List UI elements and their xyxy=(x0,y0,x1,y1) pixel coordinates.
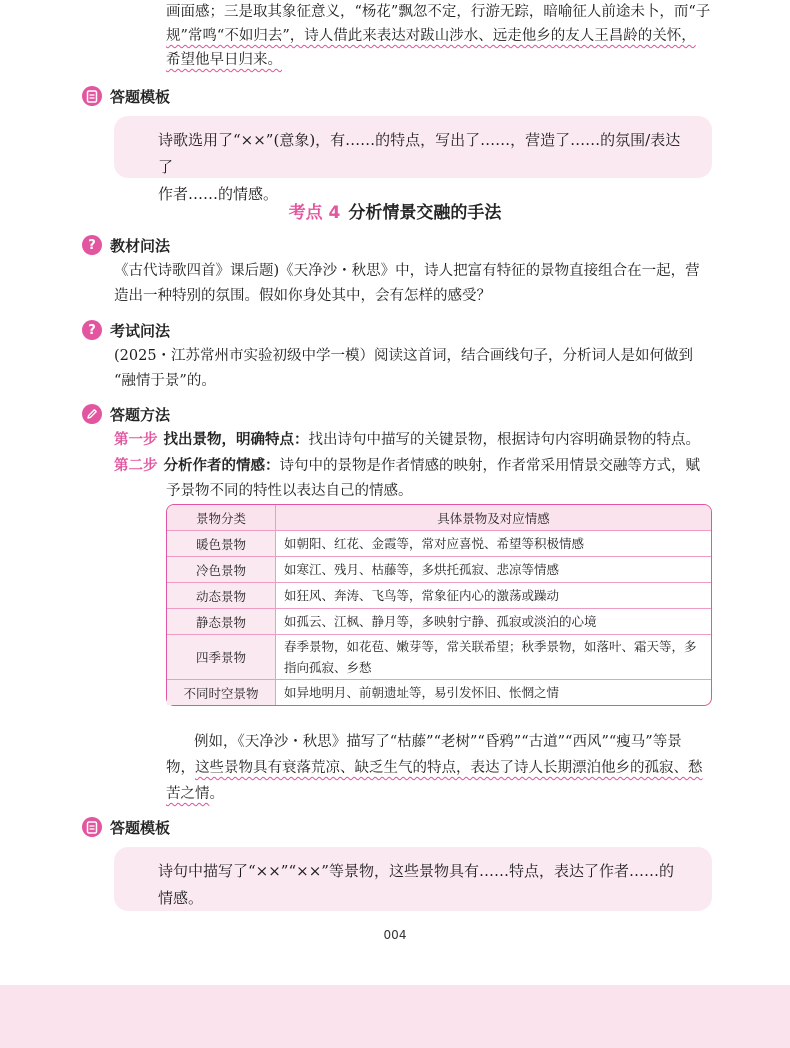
exam-line-1: (2025・江苏常州市实验初级中学一模）阅读这首词，结合画线句子，分析词人是如何做到 xyxy=(114,348,694,364)
table-cell-desc: 春季景物，如花苞、嫩芽等，常关联希望；秋季景物，如落叶、霜天等，多指向孤寂、乡愁 xyxy=(276,635,711,680)
intro-line-3: 希望他早日归来。 xyxy=(166,52,282,68)
intro-line-2: 规”常鸣“不如归去”，诗人借此来表达对跋山涉水、远走他乡的友人王昌龄的关怀， xyxy=(166,28,696,44)
table-row xyxy=(167,609,711,635)
example-line-3-end: 。 xyxy=(209,786,224,802)
table-cell-desc: 如异地明月、前朝遗址等，易引发怀旧、怅惘之情 xyxy=(284,685,560,700)
document-icon xyxy=(82,817,102,837)
table-cell-category: 静态景物 xyxy=(167,609,276,635)
step-1-text: 找出诗句中描写的关键景物，根据诗句内容明确景物的特点。 xyxy=(308,432,700,448)
table-header: 具体景物及对应情感 xyxy=(276,505,711,531)
intro-line-1: 画面感；三是取其象征意义，“杨花”飘忽不定，行游无踪，暗喻征人前途未卜，而“子 xyxy=(166,4,711,20)
pencil-icon xyxy=(82,404,102,424)
example-line-2-wavy: 这些景物具有衰落荒凉、缺乏生气的特点，表达了诗人长期漂泊他乡的孤寂、愁 xyxy=(195,760,703,776)
textbook-heading xyxy=(82,233,170,257)
table-row xyxy=(167,583,711,609)
section-title xyxy=(0,198,790,223)
table-row xyxy=(167,531,711,557)
textbook-text xyxy=(114,259,714,309)
template-line-1: 诗歌选用了“××”(意象)，有……的特点，写出了……，营造了……的氛围/表达了 xyxy=(158,131,681,176)
template-line-2: 情感。 xyxy=(158,889,204,907)
exam-text xyxy=(114,344,714,394)
textbook-heading-label: 教材问法 xyxy=(110,236,171,255)
table-row xyxy=(167,680,711,705)
template-line-2: 作者……的情感。 xyxy=(158,185,279,203)
scene-table xyxy=(166,504,712,706)
section-title-text: 分析情景交融的手法 xyxy=(348,203,502,223)
table-header-row xyxy=(167,505,711,531)
template-box-1 xyxy=(114,116,712,203)
step-1-tag: 第一步 xyxy=(114,432,158,448)
table-cell-desc: 如孤云、江枫、静月等，多映射宁静、孤寂或淡泊的心境 xyxy=(276,609,711,635)
exam-heading xyxy=(82,318,170,342)
table-header: 景物分类 xyxy=(167,505,276,531)
page-number: 004 xyxy=(383,928,407,942)
template-heading-label: 答题模板 xyxy=(110,87,171,106)
table-cell-category: 冷色景物 xyxy=(167,557,276,583)
template-heading-1 xyxy=(82,84,170,108)
document-icon xyxy=(82,86,102,106)
step-2-bold: 分析作者的情感： xyxy=(163,458,280,474)
template-heading-2 xyxy=(82,815,170,839)
template-line-1: 诗句中描写了“××”“××”等景物，这些景物具有……特点，表达了作者……的 xyxy=(158,862,674,880)
textbook-line-1: 《古代诗歌四首》课后题)《天净沙・秋思》中，诗人把富有特征的景物直接组合在一起，营 xyxy=(114,263,700,279)
example-line-1: 例如，《天净沙・秋思》描写了“枯藤”“老树”“昏鸦”“古道”“西风”“瘦马”等景 xyxy=(194,734,682,750)
step-2-line-2: 予景物不同的特性以表达自己的情感。 xyxy=(166,483,413,499)
method-heading xyxy=(82,402,170,426)
table-cell-desc: 如朝阳、红花、金霞等，常对应喜悦、希望等积极情感 xyxy=(276,531,711,557)
step-1-bold: 找出景物，明确特点： xyxy=(163,432,309,448)
table-row xyxy=(167,557,711,583)
table-cell-category: 动态景物 xyxy=(167,583,276,609)
step-2 xyxy=(114,454,714,504)
question-icon: ? xyxy=(82,320,102,340)
intro-paragraph xyxy=(166,0,716,72)
question-icon: ? xyxy=(82,235,102,255)
step-2-text: 诗句中的景物是作者情感的映射，作者常采用情景交融等方式，赋 xyxy=(279,458,700,474)
table-cell-desc: 如狂风、奔涛、飞鸟等，常象征内心的激荡或躁动 xyxy=(276,583,711,609)
table-cell-category: 暖色景物 xyxy=(167,531,276,557)
table-row xyxy=(167,635,711,680)
exam-heading-label: 考试问法 xyxy=(110,321,171,340)
table-cell-desc: 如寒江、残月、枯藤等，多烘托孤寂、悲凉等情感 xyxy=(276,557,711,583)
example-line-3-wavy: 苦之情 xyxy=(166,786,210,802)
step-1 xyxy=(114,428,714,453)
section-number: 考点 4 xyxy=(288,203,341,223)
exam-line-2: “融情于景”的。 xyxy=(114,373,216,389)
template-heading-label: 答题模板 xyxy=(110,818,171,837)
example-line-2-plain: 物， xyxy=(166,760,195,776)
table-cell-category: 不同时空景物 xyxy=(167,680,276,705)
example-paragraph xyxy=(166,729,716,807)
step-2-tag: 第二步 xyxy=(114,458,158,474)
table-cell-category: 四季景物 xyxy=(167,635,276,680)
template-box-2 xyxy=(114,847,712,911)
method-heading-label: 答题方法 xyxy=(110,405,171,424)
footer-band xyxy=(0,985,790,1048)
textbook-line-2: 造出一种特别的氛围。假如你身处其中，会有怎样的感受？ xyxy=(114,288,491,304)
